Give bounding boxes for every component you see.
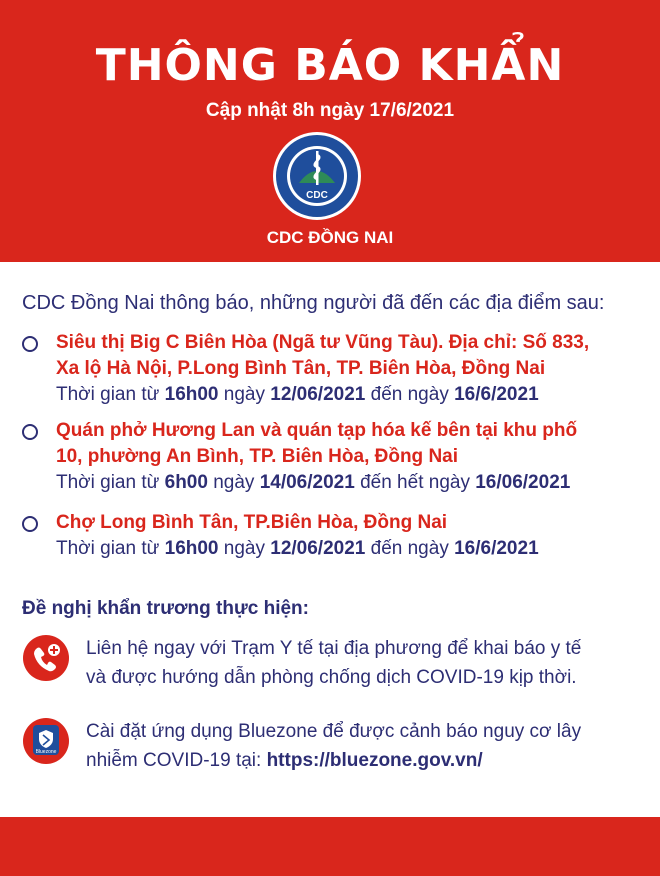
bluezone-app-icon bbox=[22, 717, 70, 765]
action-item-bluezone bbox=[22, 717, 652, 775]
location-name-line: Quán phở Hương Lan và quán tạp hóa kế bên tại khu phố bbox=[56, 420, 578, 441]
location-item bbox=[22, 510, 652, 562]
logo-text: CDC bbox=[306, 190, 328, 201]
location-time: Thời gian từ 16h00 ngày 12/06/2021 đến ngày 16/6/2021 bbox=[56, 538, 539, 559]
phone-plus-icon bbox=[22, 634, 70, 682]
location-name-line: Siêu thị Big C Biên Hòa (Ngã tư Vũng Tàu). Địa chỉ: Số 833, bbox=[56, 332, 590, 353]
location-name-line: Xa lộ Hà Nội, P.Long Bình Tân, TP. Biên Hòa, Đồng Nai bbox=[56, 358, 546, 379]
action-text-line: và được hướng dẫn phòng chống dịch COVID-19 kịp thời. bbox=[86, 667, 577, 688]
location-time: Thời gian từ 16h00 ngày 12/06/2021 đến ngày 16/6/2021 bbox=[56, 384, 539, 405]
action-text-line: Liên hệ ngay với Trạm Y tế tại địa phương để khai báo y tế bbox=[86, 638, 582, 659]
action-text-line: nhiễm COVID-19 tại: https://bluezone.gov.vn/ bbox=[86, 750, 483, 771]
circle-bullet-icon bbox=[22, 516, 38, 532]
action-item-contact bbox=[22, 634, 652, 692]
request-heading: Đề nghị khẩn trương thực hiện: bbox=[22, 598, 309, 619]
location-time: Thời gian từ 6h00 ngày 14/06/2021 đến hết ngày 16/06/2021 bbox=[56, 472, 571, 493]
update-time: Cập nhật 8h ngày 17/6/2021 bbox=[205, 100, 455, 121]
location-item bbox=[22, 330, 652, 408]
bluezone-link[interactable]: https://bluezone.gov.vn/ bbox=[266, 750, 483, 771]
circle-bullet-icon bbox=[22, 424, 38, 440]
action-text-line: Cài đặt ứng dụng Bluezone để được cảnh báo nguy cơ lây bbox=[86, 721, 582, 742]
cdc-logo bbox=[272, 131, 362, 221]
organization-name: CDC ĐỒNG NAI bbox=[266, 228, 394, 247]
intro-text: CDC Đồng Nai thông báo, những người đã đến các địa điểm sau: bbox=[22, 292, 605, 314]
location-name-line: 10, phường An Bình, TP. Biên Hòa, Đồng Nai bbox=[56, 446, 459, 467]
location-name-line: Chợ Long Bình Tân, TP.Biên Hòa, Đồng Nai bbox=[56, 512, 448, 533]
notice-body bbox=[0, 262, 660, 817]
footer-bar bbox=[0, 817, 660, 876]
page-title: THÔNG BÁO KHẨN bbox=[95, 40, 565, 91]
location-item bbox=[22, 418, 652, 496]
header-banner bbox=[0, 0, 660, 262]
circle-bullet-icon bbox=[22, 336, 38, 352]
bluezone-icon-label: Bluezone bbox=[35, 749, 57, 755]
